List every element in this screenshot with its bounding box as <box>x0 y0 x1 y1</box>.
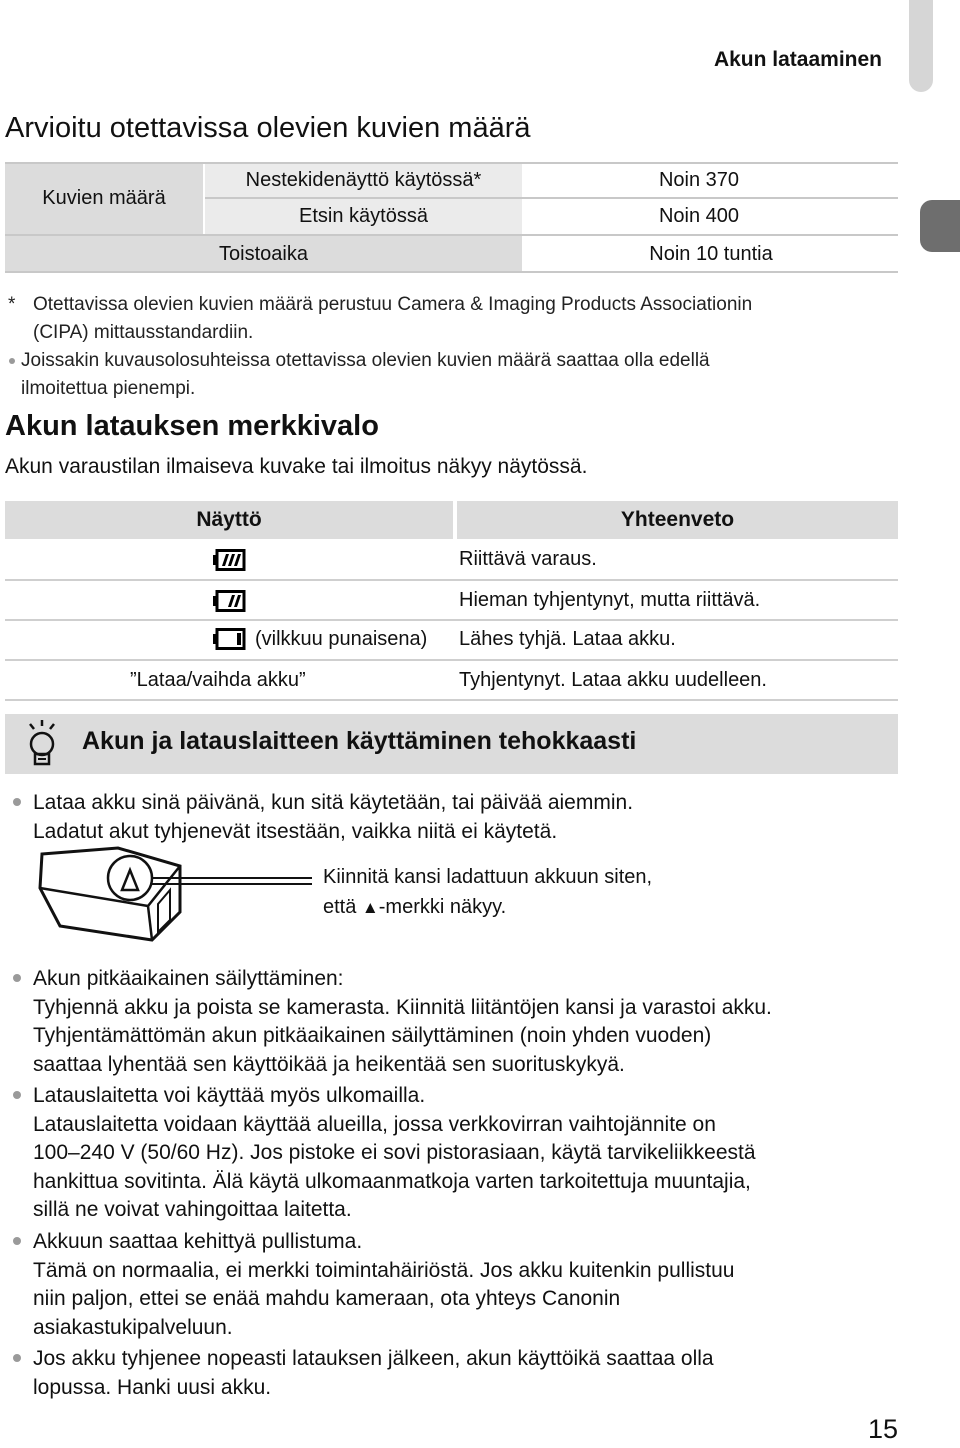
summary-low: Lähes tyhjä. Lataa akku. <box>459 628 676 650</box>
summary-empty: Tyhjentynyt. Lataa akku uudelleen. <box>459 669 767 691</box>
shots-row-label: Kuvien määrä <box>5 162 203 234</box>
divider <box>5 234 898 236</box>
caption-text-pre: että <box>323 896 357 918</box>
divider <box>5 579 898 581</box>
bullet-dot <box>13 1237 21 1245</box>
tip-3-line-4: hankittua sovitinta. Älä käytä ulkomaanmatkoja varten tarkoitettuja muuntajia, <box>33 1170 751 1193</box>
playback-value: Noin 10 tuntia <box>649 242 773 265</box>
lightbulb-icon <box>22 718 62 770</box>
divider <box>5 271 898 273</box>
divider <box>5 659 898 661</box>
tip-4-line-3: niin paljon, ettei se enää mahdu kameraan, ota yhteys Canonin <box>33 1287 621 1310</box>
triangle-mark-icon: ▲ <box>361 898 379 917</box>
tip-4-line-2: Tämä on normaalia, ei merkki toimintahäiriöstä. Jos akku kuitenkin pullistuu <box>33 1259 735 1282</box>
display-message: ”Lataa/vaihda akku” <box>130 669 306 691</box>
divider <box>5 162 898 164</box>
indicator-title: Akun latauksen merkkivalo <box>5 410 379 442</box>
tip-1-line-1: Lataa akku sinä päivänä, kun sitä käytetään, tai päivää aiemmin. <box>33 791 634 814</box>
display-low-note: (vilkkuu punaisena) <box>255 628 428 650</box>
battery-cover-illustration <box>30 840 320 950</box>
tip-3-line-3: 100–240 V (50/60 Hz). Jos pistoke ei sovi pistorasiaan, käytä tarvikeliikkeestä <box>33 1141 756 1164</box>
tip-3-line-2: Latauslaitetta voidaan käyttää alueilla, jossa verkkovirran vaihtojännite on <box>33 1113 716 1136</box>
note-2-line-2: ilmoitettua pienempi. <box>21 378 196 399</box>
tip-3-line-5: sillä ne voivat vahingoittaa laitetta. <box>33 1198 352 1221</box>
illustration-caption-line-1: Kiinnitä kansi ladattuun akkuun siten, <box>323 866 653 888</box>
viewfinder-value: Noin 400 <box>658 204 740 227</box>
battery-half-icon <box>212 590 246 612</box>
summary-half: Hieman tyhjentynyt, mutta riittävä. <box>459 589 761 611</box>
col-summary-header: Yhteenveto <box>457 501 898 539</box>
note-1-line-2: (CIPA) mittausstandardiin. <box>33 322 254 343</box>
tip-2-line-3: Tyhjentämättömän akun pitkäaikainen säilyttäminen (noin yhden vuoden) <box>33 1024 712 1047</box>
caption-text-post: -merkki näkyy. <box>378 896 507 918</box>
tip-2-line-4: saattaa lyhentää sen käyttöikää ja heikentää sen suorituskykyä. <box>33 1053 625 1076</box>
col-display-header: Näyttö <box>5 501 453 539</box>
viewfinder-label: Etsin käytössä <box>205 198 522 234</box>
divider <box>5 619 898 621</box>
bullet-dot <box>13 1091 21 1099</box>
tip-1-line-2: Ladatut akut tyhjenevät itsestään, vaikka niitä ei käytetä. <box>33 820 558 843</box>
bullet-dot <box>13 974 21 982</box>
playback-label: Toistoaika <box>5 236 522 272</box>
battery-full-icon <box>212 549 246 571</box>
tip-2-line-1: Akun pitkäaikainen säilyttäminen: <box>33 967 344 990</box>
shots-title: Arvioitu otettavissa olevien kuvien määrä <box>5 112 531 144</box>
chapter-tab-top <box>909 0 933 92</box>
divider <box>205 197 898 199</box>
page-number: 15 <box>867 1414 898 1444</box>
illustration-caption-line-2 <box>323 892 506 923</box>
lcd-label: Nestekidenäyttö käytössä* <box>205 162 522 198</box>
bullet-dot <box>9 358 15 364</box>
tips-title: Akun ja latauslaitteen käyttäminen tehokkaasti <box>82 727 637 755</box>
chapter-tab-side <box>920 200 960 252</box>
lcd-value: Noin 370 <box>658 168 740 191</box>
bullet-dot <box>13 1354 21 1362</box>
note-1-line-1: Otettavissa olevien kuvien määrä perustuu Camera & Imaging Products Associationin <box>33 294 753 315</box>
tip-5-line-1: Jos akku tyhjenee nopeasti latauksen jälkeen, akun käyttöikä saattaa olla <box>33 1347 714 1370</box>
note-2-line-1: Joissakin kuvausolosuhteissa otettavissa olevien kuvien määrä saattaa olla edellä <box>21 350 710 371</box>
battery-low-icon <box>212 628 246 650</box>
indicator-intro: Akun varaustilan ilmaiseva kuvake tai ilmoitus näkyy näytössä. <box>5 455 588 478</box>
summary-full: Riittävä varaus. <box>459 548 597 570</box>
tip-4-line-1: Akkuun saattaa kehittyä pullistuma. <box>33 1230 363 1253</box>
bullet-dot <box>13 798 21 806</box>
section-header: Akun lataaminen <box>713 48 882 71</box>
tip-4-line-4: asiakastukipalveluun. <box>33 1316 233 1339</box>
tip-2-line-2: Tyhjennä akku ja poista se kamerasta. Kiinnitä liitäntöjen kansi ja varastoi akku. <box>33 996 772 1019</box>
divider <box>5 699 898 701</box>
asterisk-mark: * <box>8 294 16 315</box>
tip-5-line-2: lopussa. Hanki uusi akku. <box>33 1376 272 1399</box>
tip-3-line-1: Latauslaitetta voi käyttää myös ulkomailla. <box>33 1084 426 1107</box>
